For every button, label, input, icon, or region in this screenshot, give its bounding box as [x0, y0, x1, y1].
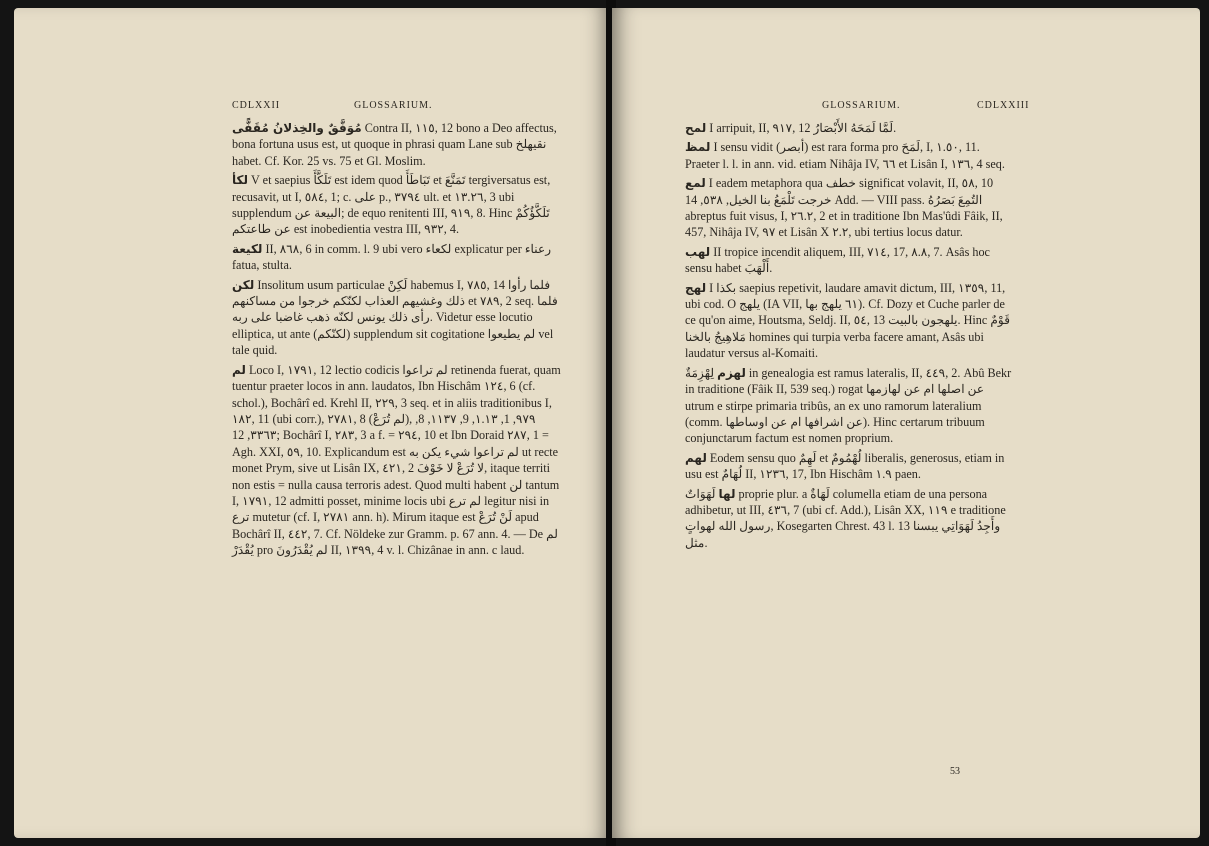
- entry-headword: لهب: [685, 244, 711, 259]
- entry-lam: [232, 362, 562, 559]
- entry-lhb: [685, 244, 1015, 277]
- entry-text: I بكذا saepius repetivit, laudare amavit dictum, III, ١٣٥٩, 11, ubi cod. O يلهج (IA VII, ٦١ يلهج بها). Cf. Dozy et Cuche parler de ce qu'on aime, Houtsma, Seldj. II, ٥٤, 13 يلهجون بالبيت. Hinc قَوْمٌ مَلاهِيجُ بالخنا homines qui turpia verba facere amant, Asâs ubi laudatur versus al-Komaiti.: [685, 280, 1011, 361]
- entry-headword: لكن: [232, 277, 255, 292]
- entry-headword: لمح: [685, 121, 707, 135]
- entry-lmh: [685, 120, 1015, 136]
- right-column: [685, 120, 1015, 554]
- right-page: [612, 8, 1200, 838]
- entry-text: V et saepius تَلَكَّأَ est idem quod تَبَاطَأَ et تَمَنَّعَ tergiversatus est, recusavit, ut I, ٥٨٤, 1; c. على p., ٣٧٩٤ ult. et ١٣.٢٦, 3 ubi supplendum البيعة عن; de equo renitenti III, ٩١٩, 8. Hinc تَلَكَّؤُكُمْ عن طاعتكم est inobedientia vestra III, ٩٣٢, 4.: [232, 173, 551, 237]
- left-page: [14, 8, 610, 838]
- entry-text: لِهْزِمَةٌ in genealogia est ramus lateralis, II, ٤٤٩, 2. Abû Bekr in traditione (Fâik II, 539 seq.) rogat عن اصلها ام عن لهازمها utrum e stirpe primaria tribûs, an ex uno ramorum lateralium (comm. عن اشرافها ام عن اوساطها). Hinc certarum tribuum conjunctarum factum est nomen proprium.: [685, 365, 1012, 446]
- entry-lhzm: [685, 365, 1015, 447]
- entry-text: Loco I, ١٧٩١, 12 lectio codicis لم تراعوا retinenda fuerat, quam tuentur praeter locos in ann. laudatos, Ibn Hischâm ١٢٤, 6 (cf. schol.), Bochârî ed. Krehl II, ٢٢٩, 3 seq. et in aliis traditionibus I, ١٨٢, 11 (ubi corr.), ٢٧٨١, 8 (لم تُرَعْ), ٩٧٩, 1, ١.١٣, 9, ١١٣٧, 8, ٣٣٦٣, 12; Bochârî I, ٢٨٣, 3 a f. = ٢٩٤, 10 et Ibn Doraid ٢٨٧, 1 = Agh. XXI, ٥٩, 10. Explicandum est لم تراعوا شيء يكن به ut recte monet Prym, sive ut Lisân IX, ٤٢١, 2 لا تُرَعْ لا خَوْفَ, itaque territi non estis = nulla causa terroris adest. Quod multi habent لن tantum I, ١٧٩١, 12 admitti posset, minime locis ubi لم ترع legitur nisi in ترع mutetur (cf. I, ٢٧٨١ ann. h). Mirum itaque est لَنْ تُرَعْ apud Bochârî II, ٤٤٢, 7. Cf. Nöldeke zur Gramm. p. 67 ann. 4. — De لم يُقْدَرْ pro لم يُقْدَرُونَ II, ١٣٩٩, 4 v. l. Chizânae in ann. c laud.: [232, 362, 561, 558]
- left-running-head: GLOSSARIUM.: [354, 100, 433, 111]
- entry-text: Contra II, ١١٥, 12 bono a Deo affectus, bona fortuna usus est, ut quoque in phrasi quam Lane sub نقيهلخ habet. Cf. Kor. 25 vs. 75 et Gl. Moslim.: [232, 121, 557, 168]
- entry-muwaffaq: [232, 120, 562, 169]
- entry-headword: لهزم: [717, 365, 746, 380]
- entry-headword: لمظ: [685, 140, 711, 155]
- entry-headword: لهج: [685, 280, 707, 295]
- entry-text: لَهَوَاتٌ proprie plur. a لَهَاةٌ columella etiam de una persona adhibetur, ut III, ٤٣٦, 7 (ubi cf. Add.), Lisân XX, ١١٩ e traditione رسول الله لهواتٍ, Kosegarten Chrest. 43 l. 13 وأَجِدُ لَهَوَاتِي يبسنا مثل.: [685, 486, 1006, 550]
- entry-text: I arripuit, II, ٩١٧, 12 لَمَّا لَمَحَهُ الأَبْصَارُ.: [709, 121, 897, 135]
- entry-headword: مُوَفَّقٌ والخِذلانُ مُقَفًّى: [232, 121, 362, 135]
- entry-text: Insolitum usum particulae لَكِنْ habemus I, ٧٨٥, 14 فلما رأوا ذلك وغشيهم العذاب لكنّكم خرجوا من مساكنهم et ٧٨٩, 2 seq. فلما رأى ذلك يونس لكنّه ذهب غاضبا على ربه. Videtur esse locutio elliptica, ut ante (لكنّكم) supplendum sit cogitatione لم يطيعوا vel tale quid.: [232, 277, 558, 358]
- entry-headword: لكأ: [232, 173, 248, 188]
- entry-headword: لمع: [685, 176, 706, 191]
- entry-headword: لهم: [685, 450, 707, 465]
- left-page-number: CDLXXII: [232, 100, 281, 111]
- entry-lakia: [232, 241, 562, 274]
- entry-lha: [685, 486, 1015, 552]
- entry-headword: لكيعة: [232, 241, 263, 256]
- entry-lhm: [685, 450, 1015, 483]
- entry-text: II, ٨٦٨, 6 in comm. l. 9 ubi vero لكعاء explicatur per رعناء fatua, stulta.: [232, 241, 552, 273]
- folio-signature: 53: [950, 766, 960, 777]
- entry-lk: [232, 172, 562, 238]
- entry-text: I eadem metaphora qua خطف significat volavit, II, ٥٨, 10 خرجت تَلْمَعُ بنا الخيل, ٥٣٨, 14 Add. — VIII pass. التُمِعَ بَصَرُهُ abreptus fuit visus, I, ٢٦.٢, 2 et in traditione Ibn Mas'ûdi Fâik, II, 457, Nihâja IV, ٩٧ et Lisân X ٢.٢, ubi tertius locus datur.: [685, 176, 1003, 240]
- entry-lakin: [232, 277, 562, 359]
- entry-lhj: [685, 280, 1015, 362]
- entry-headword: لم: [232, 362, 246, 377]
- right-page-number: CDLXXIII: [977, 100, 1030, 111]
- entry-lma: [685, 175, 1015, 241]
- entry-headword: لها: [718, 486, 736, 501]
- left-column: [232, 120, 562, 562]
- entry-text: Eodem sensu quo لَهِمٌ et لُهْمُومٌ liberalis, generosus, etiam in usu est لُهَامٌ II, ١٢٣٦, 17, Ibn Hischâm ١.٩ paen.: [685, 450, 1005, 482]
- entry-lmz: [685, 139, 1015, 172]
- entry-text: II tropice incendit aliquem, III, ٧١٤, 17, ٨.٨, 7. Asâs hoc sensu habet أَلْهَبَ.: [685, 244, 990, 276]
- entry-text: I sensu vidit (أبصر) est rara forma pro لَمَحَ, I, ١.٥٠, 11. Praeter l. l. in ann. vid. etiam Nihâja IV, ٦٦ et Lisân I, ١٣٦, 4 seq.: [685, 140, 1005, 171]
- right-running-head: GLOSSARIUM.: [822, 100, 901, 111]
